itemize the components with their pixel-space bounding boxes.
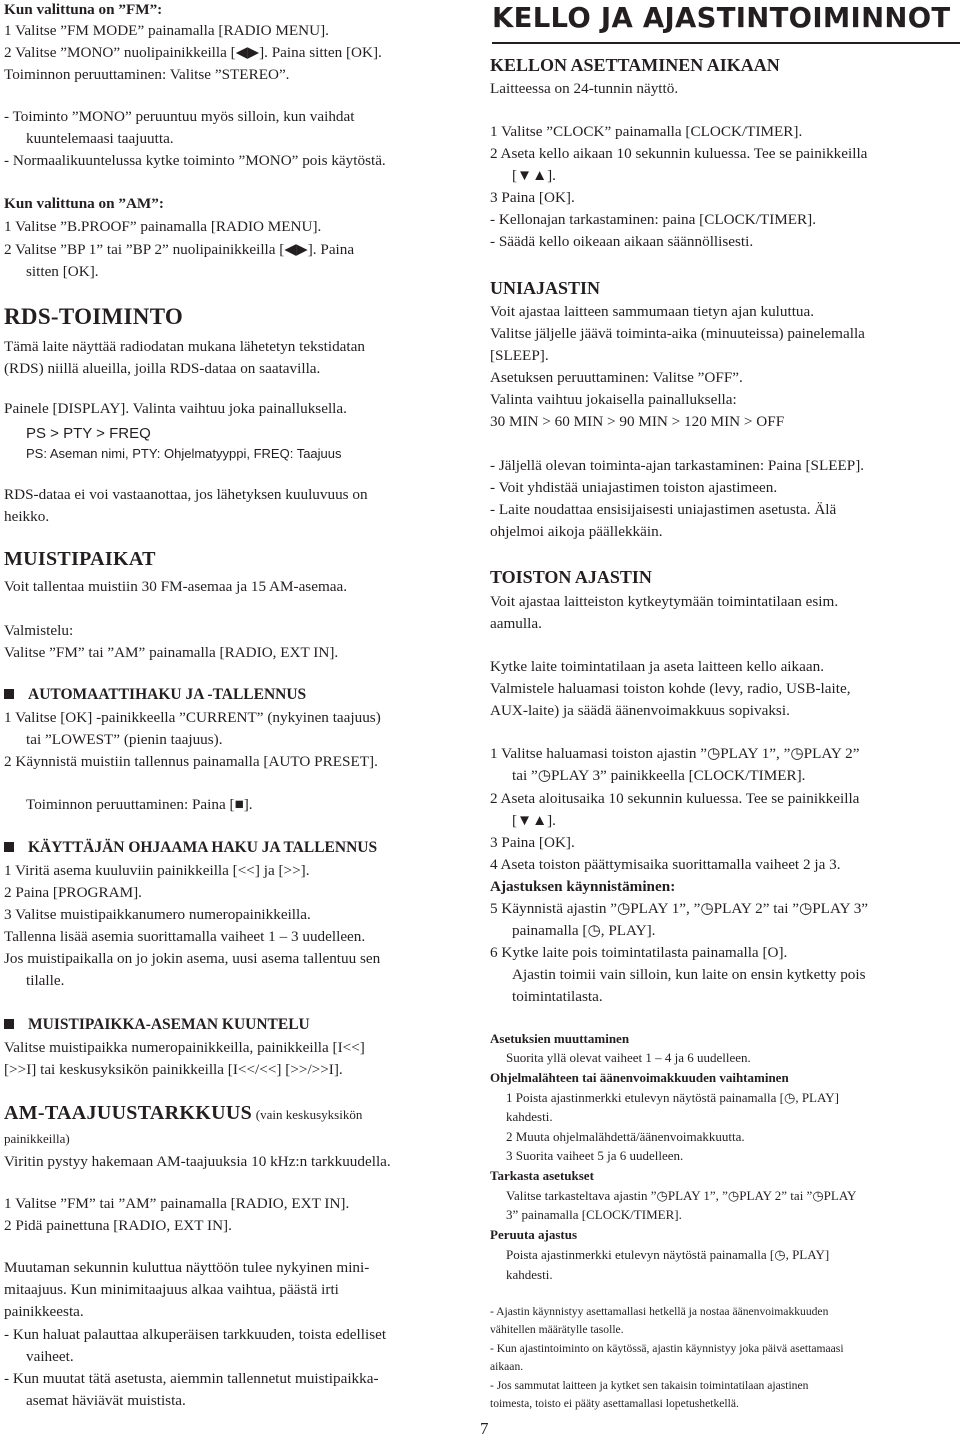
manual-line: 2 Paina [PROGRAM]. (4, 884, 142, 901)
listen-line: [>>I] tai keskusyksikön painikkeilla [I<</<<] [>>/>>I]. (4, 1061, 343, 1078)
auto-line: Toiminnon peruuttaminen: Paina [■]. (26, 796, 253, 813)
play-line: AUX-laite) ja säädä äänenvoimakkuus sopivaksi. (490, 702, 790, 719)
note-line: - Ajastin käynnistyy asettamallasi hetkellä ja nostaa äänenvoimakkuuden (490, 1305, 829, 1318)
sleep-line: - Voit yhdistää uniajastimen toiston ajastimeen. (490, 479, 778, 496)
play-line: 6 Kytke laite pois toimintatilasta painamalla [O]. (490, 944, 788, 961)
note-line: vähitellen määrätylle tasolle. (490, 1323, 624, 1336)
am-step-line: painikkeesta. (4, 1303, 84, 1320)
manual-line: 3 Valitse muistipaikkanumero numeropainikkeilla. (4, 906, 311, 923)
play-subheading: Ajastuksen käynnistäminen: (490, 878, 676, 895)
rds-line: Tämä laite näyttää radiodatan mukana lähetetyn tekstidatan (4, 338, 365, 355)
am-line: 2 Valitse ”BP 1” tai ”BP 2” nuolipainikkeilla [◀▶]. Paina (4, 241, 355, 258)
am-step-line: Muutaman sekunnin kuluttua näyttöön tulee nykyinen mini- (4, 1259, 370, 1276)
fm-line: - Toiminto ”MONO” peruuntuu myös silloin, kun vaihdat (4, 108, 355, 125)
rds-line: PS > PTY > FREQ (26, 425, 151, 442)
memory-heading: MUISTIPAIKAT (4, 548, 156, 570)
am-step-heading-note: painikkeilla) (4, 1131, 70, 1146)
clock-line: - Kellonajan tarkastaminen: paina [CLOCK/TIMER]. (490, 211, 817, 228)
am-step-line: - Kun haluat palauttaa alkuperäisen tarkkuuden, toista edelliset (4, 1326, 387, 1343)
square-bullet-icon (4, 842, 14, 852)
clock-line: 2 Aseta kello aikaan 10 sekunnin kuluessa. Tee se painikkeilla (490, 145, 868, 162)
play-heading: TOISTON AJASTIN (490, 567, 652, 587)
note-line: - Kun ajastintoiminto on käytössä, ajastin käynnistyy joka päivä asettamaasi (490, 1342, 844, 1355)
am-step-line: Viritin pystyy hakemaan AM-taajuuksia 10 kHz:n tarkkuudella. (4, 1153, 391, 1170)
note-line: aikaan. (490, 1360, 524, 1373)
rds-line: heikko. (4, 508, 50, 525)
play-line: aamulla. (490, 615, 542, 632)
manual-heading: KÄYTTÄJÄN OHJAAMA HAKU JA TALLENNUS (4, 838, 377, 858)
play-line: Ajastin toimii vain silloin, kun laite on ensin kytketty pois (512, 966, 866, 983)
changes-line: Valitse tarkasteltava ajastin ”◷PLAY 1”, ”◷PLAY 2” tai ”◷PLAY (506, 1188, 857, 1203)
fm-line: 1 Valitse ”FM MODE” painamalla [RADIO MENU]. (4, 22, 329, 39)
manual-line: Jos muistipaikalla on jo jokin asema, uusi asema tallentuu sen (4, 950, 381, 967)
play-line: toimintatilasta. (512, 988, 603, 1005)
play-line: [▼▲]. (512, 812, 556, 829)
sleep-line: Valitse jäljelle jäävä toiminta-aika (minuuteissa) painelemalla (490, 325, 865, 342)
changes-subheading: Ohjelmalähteen tai äänenvoimakkuuden vaihtaminen (490, 1070, 789, 1085)
fm-line: Toiminnon peruuttaminen: Valitse ”STEREO”. (4, 66, 290, 83)
am-step-line: mitaajuus. Kun minimitaajuus alkaa vaihtua, päästä irti (4, 1281, 339, 1298)
am-step-line: vaiheet. (26, 1348, 74, 1365)
auto-heading: AUTOMAATTIHAKU JA -TALLENNUS (4, 685, 306, 705)
am-heading: Kun valittuna on ”AM”: (4, 195, 164, 212)
square-bullet-icon (4, 1019, 14, 1029)
page-title: KELLO JA AJASTINTOIMINNOT (492, 2, 951, 34)
play-line: 3 Paina [OK]. (490, 834, 575, 851)
sleep-line: [SLEEP]. (490, 347, 549, 364)
clock-line: - Säädä kello oikeaan aikaan säännöllisesti. (490, 233, 754, 250)
play-line: 5 Käynnistä ajastin ”◷PLAY 1”, ”◷PLAY 2” tai ”◷PLAY 3” (490, 900, 869, 917)
fm-line: - Normaalikuuntelussa kytke toiminto ”MONO” pois käytöstä. (4, 152, 386, 169)
am-step-line: asemat häviävät muistista. (26, 1392, 186, 1409)
am-line: 1 Valitse ”B.PROOF” painamalla [RADIO MENU]. (4, 218, 322, 235)
manual-line: tilalle. (26, 972, 65, 989)
sleep-line: - Laite noudattaa ensisijaisesti uniajastimen asetusta. Älä (490, 501, 837, 518)
play-line: 1 Valitse haluamasi toiston ajastin ”◷PLAY 1”, ”◷PLAY 2” (490, 745, 860, 762)
sleep-line: Valinta vaihtuu jokaisella painalluksella: (490, 391, 737, 408)
auto-line: 2 Käynnistä muistiin tallennus painamalla [AUTO PRESET]. (4, 753, 378, 770)
rds-line: Painele [DISPLAY]. Valinta vaihtuu joka painalluksella. (4, 400, 347, 417)
am-step-heading: AM-TAAJUUSTARKKUUS (vain keskusyksikön (4, 1102, 363, 1124)
sleep-line: Asetuksen peruuttaminen: Valitse ”OFF”. (490, 369, 743, 386)
play-line: tai ”◷PLAY 3” painikkeella [CLOCK/TIMER]. (512, 767, 806, 784)
memory-line: Voit tallentaa muistiin 30 FM-asemaa ja 15 AM-asemaa. (4, 578, 348, 595)
changes-line: Suorita yllä olevat vaiheet 1 – 4 ja 6 uudelleen. (506, 1050, 751, 1065)
title-rule (492, 42, 960, 44)
rds-line: PS: Aseman nimi, PTY: Ohjelmatyyppi, FREQ: Taajuus (26, 446, 342, 461)
changes-subheading: Tarkasta asetukset (490, 1168, 594, 1183)
section-title-bar (492, 0, 960, 46)
clock-line: [▼▲]. (512, 167, 556, 184)
sleep-line: 30 MIN > 60 MIN > 90 MIN > 120 MIN > OFF (490, 413, 785, 430)
note-line: toimesta, toisto ei pääty asettamallasi lopetushetkellä. (490, 1397, 739, 1410)
memory-line: Valitse ”FM” tai ”AM” painamalla [RADIO, EXT IN]. (4, 644, 339, 661)
fm-line: kuuntelemaasi taajuutta. (26, 130, 174, 147)
changes-subheading: Peruuta ajastus (490, 1227, 578, 1242)
square-bullet-icon (4, 689, 14, 699)
fm-line: 2 Valitse ”MONO” nuolipainikkeilla [◀▶]. Paina sitten [OK]. (4, 44, 382, 61)
play-line: 4 Aseta toiston päättymisaika suorittamalla vaiheet 2 ja 3. (490, 856, 841, 873)
am-step-line: - Kun muutat tätä asetusta, aiemmin tallennetut muistipaikka- (4, 1370, 379, 1387)
rds-line: (RDS) niillä alueilla, joilla RDS-dataa on saatavilla. (4, 360, 321, 377)
clock-line: Laitteessa on 24-tunnin näyttö. (490, 80, 679, 97)
rds-heading: RDS-TOIMINTO (4, 304, 184, 329)
clock-line: 3 Paina [OK]. (490, 189, 575, 206)
changes-line: 3 Suorita vaiheet 5 ja 6 uudelleen. (506, 1148, 684, 1163)
note-line: - Jos sammutat laitteen ja kytket sen takaisin toimintatilaan ajastinen (490, 1379, 809, 1392)
play-line: painamalla [◷, PLAY]. (512, 922, 656, 939)
memory-line: Valmistelu: (4, 622, 74, 639)
clock-line: 1 Valitse ”CLOCK” painamalla [CLOCK/TIMER]. (490, 123, 803, 140)
clock-heading: KELLON ASETTAMINEN AIKAAN (490, 55, 780, 75)
manual-line: 1 Viritä asema kuuluviin painikkeilla [<<] ja [>>]. (4, 862, 310, 879)
listen-line: Valitse muistipaikka numeropainikkeilla, painikkeilla [I<<] (4, 1039, 365, 1056)
auto-line: tai ”LOWEST” (pienin taajuus). (26, 731, 223, 748)
manual-line: Tallenna lisää asemia suorittamalla vaiheet 1 – 3 uudelleen. (4, 928, 366, 945)
changes-line: 2 Muuta ohjelmalähdettä/äänenvoimakkuutta. (506, 1129, 745, 1144)
play-line: 2 Aseta aloitusaika 10 sekunnin kuluessa. Tee se painikkeilla (490, 790, 860, 807)
auto-line: 1 Valitse [OK] -painikkeella ”CURRENT” (nykyinen taajuus) (4, 709, 381, 726)
play-line: Voit ajastaa laitteiston kytkeytymään toimintatilaan esim. (490, 593, 839, 610)
changes-line: kahdesti. (506, 1109, 553, 1124)
page-number: 7 (480, 1419, 489, 1438)
rds-line: RDS-dataa ei voi vastaanottaa, jos lähetyksen kuuluvuus on (4, 486, 368, 503)
changes-line: kahdesti. (506, 1267, 553, 1282)
sleep-line: ohjelmoi aikoja päällekkäin. (490, 523, 663, 540)
fm-heading: Kun valittuna on ”FM”: (4, 1, 163, 18)
changes-line: Poista ajastinmerkki etulevyn näytöstä painamalla [◷, PLAY] (506, 1247, 830, 1262)
am-step-line: 1 Valitse ”FM” tai ”AM” painamalla [RADIO, EXT IN]. (4, 1195, 350, 1212)
am-line: sitten [OK]. (26, 263, 99, 280)
sleep-line: Voit ajastaa laitteen sammumaan tietyn ajan kuluttua. (490, 303, 815, 320)
play-line: Kytke laite toimintatilaan ja aseta laitteen kello aikaan. (490, 658, 824, 675)
am-step-line: 2 Pidä painettuna [RADIO, EXT IN]. (4, 1217, 232, 1234)
sleep-line: - Jäljellä olevan toiminta-ajan tarkastaminen: Paina [SLEEP]. (490, 457, 865, 474)
listen-heading: MUISTIPAIKKA-ASEMAN KUUNTELU (4, 1015, 310, 1035)
sleep-heading: UNIAJASTIN (490, 278, 601, 298)
changes-line: 3” painamalla [CLOCK/TIMER]. (506, 1207, 682, 1222)
changes-line: 1 Poista ajastinmerkki etulevyn näytöstä painamalla [◷, PLAY] (506, 1090, 839, 1105)
changes-subheading: Asetuksien muuttaminen (490, 1031, 630, 1046)
play-line: Valmistele haluamasi toiston kohde (levy, radio, USB-laite, (490, 680, 851, 697)
